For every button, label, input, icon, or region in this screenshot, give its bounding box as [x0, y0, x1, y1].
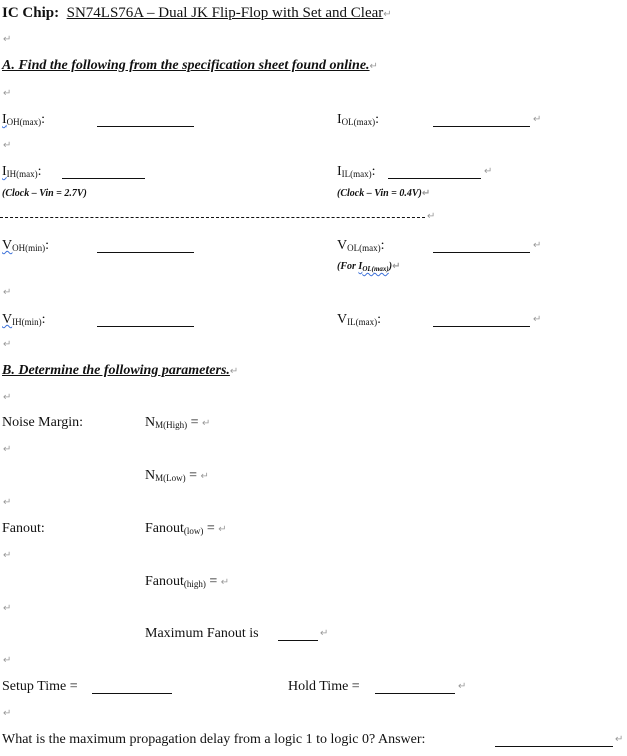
return-mark: ↵: [3, 392, 12, 403]
vih-answer-blank[interactable]: [97, 326, 194, 327]
vol-note: (For $I_{OL(max)})↵$: [337, 261, 401, 273]
vih-label: $V_{IH(min)}$:: [2, 312, 46, 327]
return-mark: ↵: [202, 418, 211, 429]
return-mark: ↵: [392, 261, 401, 272]
vil-answer-blank[interactable]: [433, 326, 530, 327]
return-mark: ↵: [383, 9, 392, 20]
return-mark: ↵: [3, 497, 12, 508]
propagation-delay-question: What is the maximum propagation delay from a logic 1 to logic 0? Answer:: [2, 732, 426, 747]
section-b-heading: B. Determine the following parameters.↵: [2, 363, 239, 378]
iol-answer-blank[interactable]: [433, 126, 530, 127]
hold-time-label: Hold Time =: [288, 679, 360, 694]
iil-label: $I_{IL(max)}$:: [337, 164, 376, 179]
iil-answer-blank[interactable]: [388, 178, 481, 179]
return-mark: ↵: [3, 708, 12, 719]
chip-name: SN74LS76A – Dual JK Flip-Flop with Set and Clear: [66, 5, 384, 21]
return-mark: ↵: [427, 211, 436, 222]
return-mark: ↵: [533, 240, 542, 251]
title-line: [2, 6, 392, 21]
vil-label: $V_{IL(max)}$:: [337, 312, 381, 327]
voh-answer-blank[interactable]: [97, 252, 194, 253]
fanout-label: Fanout:: [2, 521, 45, 536]
voh-label: $V_{OH(min)}$:: [2, 238, 50, 253]
vol-answer-blank[interactable]: [433, 252, 530, 253]
return-mark: ↵: [3, 655, 12, 666]
iil-note: (Clock – Vin = 0.4V)↵: [337, 188, 431, 199]
vol-label: $V_{OL(max)}$:: [337, 238, 385, 253]
return-mark: ↵: [3, 339, 12, 350]
nm-low-label: $N_{M(Low)}$ = ↵: [145, 468, 209, 483]
fanout-high-label: Fanout$_{(high)}$ = ↵: [145, 574, 230, 589]
fanout-low-label: Fanout$_{(low)}$ = ↵: [145, 521, 227, 536]
iih-note: (Clock – Vin = 2.7V): [2, 188, 87, 199]
return-mark: ↵: [3, 287, 12, 298]
return-mark: ↵: [220, 577, 230, 588]
setup-time-answer-blank[interactable]: [92, 693, 172, 694]
ioh-answer-blank[interactable]: [97, 126, 194, 127]
return-mark: ↵: [3, 88, 12, 99]
section-a-heading: A. Find the following from the specification sheet found online.↵: [2, 58, 378, 73]
max-fanout-line: Maximum Fanout is: [145, 626, 259, 641]
dashed-divider: [0, 217, 425, 218]
return-mark: ↵: [533, 114, 542, 125]
return-mark: ↵: [421, 188, 431, 199]
return-mark: ↵: [615, 734, 624, 745]
return-mark: ↵: [229, 366, 239, 377]
return-mark: ↵: [3, 603, 12, 614]
noise-margin-label: Noise Margin:: [2, 415, 84, 430]
propagation-delay-answer-blank[interactable]: [495, 746, 613, 747]
setup-time-label: Setup Time =: [2, 679, 78, 694]
return-mark: ↵: [3, 34, 12, 45]
iih-answer-blank[interactable]: [62, 178, 145, 179]
return-mark: ↵: [3, 140, 12, 151]
return-mark: ↵: [369, 61, 378, 72]
return-mark: ↵: [218, 524, 227, 535]
max-fanout-answer-blank[interactable]: [278, 640, 318, 641]
title-label: IC Chip:: [2, 5, 60, 21]
iih-label: $I_{IH(max)}$:: [2, 164, 42, 179]
return-mark: ↵: [3, 444, 12, 455]
return-mark: ↵: [484, 166, 493, 177]
iol-label: $I_{OL(max)}$:: [337, 112, 380, 127]
return-mark: ↵: [533, 314, 542, 325]
return-mark: ↵: [458, 681, 467, 692]
hold-time-answer-blank[interactable]: [375, 693, 455, 694]
nm-high-label: $N_{M(High)}$ = ↵: [145, 415, 211, 430]
return-mark: ↵: [200, 471, 209, 482]
return-mark: ↵: [3, 550, 12, 561]
ioh-label: $I_{OH(max)}$:: [2, 112, 46, 127]
return-mark: ↵: [320, 628, 329, 639]
